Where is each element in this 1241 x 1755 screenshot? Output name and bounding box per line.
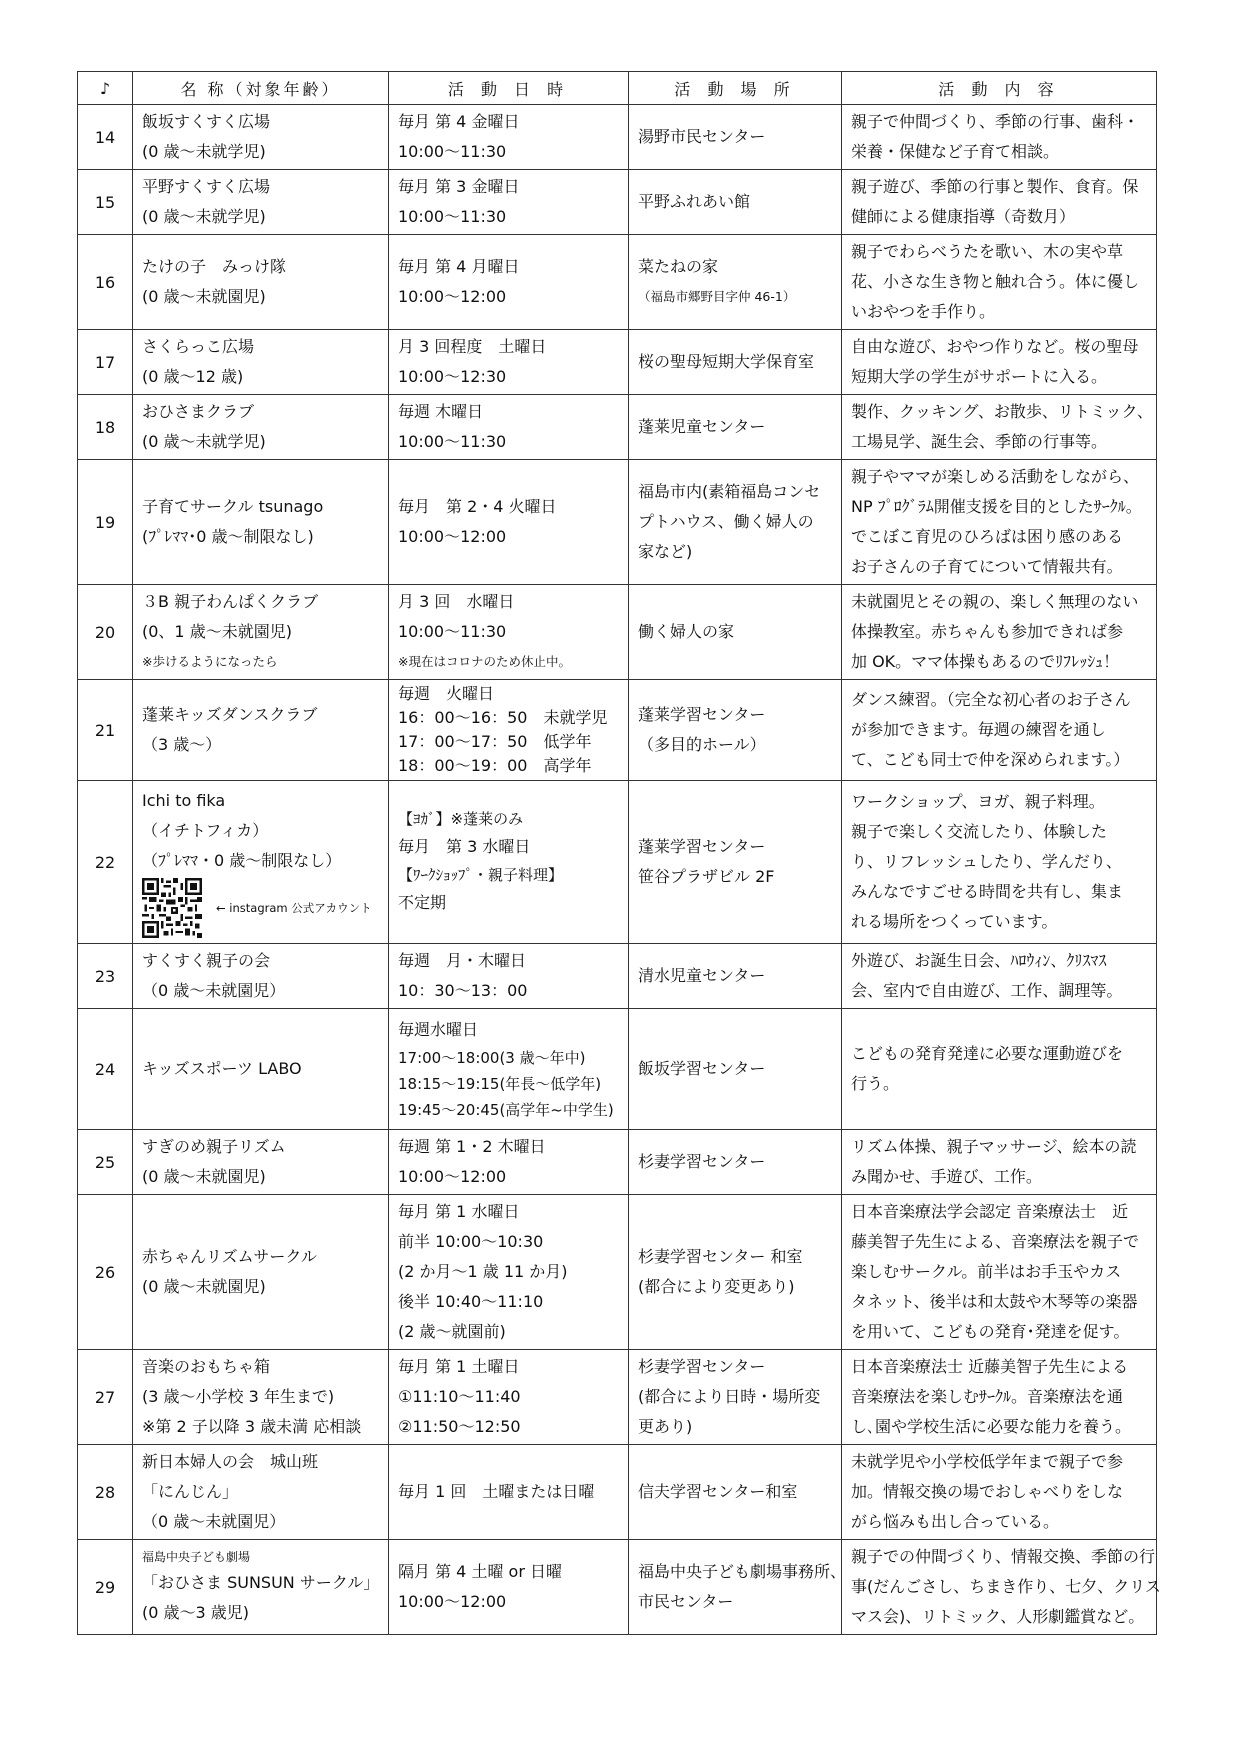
place-cell: 福島中央子ども劇場事務所、 市民センター [629, 1540, 842, 1635]
row-number: 28 [78, 1445, 133, 1540]
table-row [78, 680, 1157, 781]
content-cell: 外遊び、お誕生日会、ﾊﾛｳｨﾝ、ｸﾘｽﾏｽ 会、室内で自由遊び、工作、調理等。 [842, 944, 1157, 1009]
datetime-cell: 隔月 第 4 土曜 or 日曜 10:00～12:00 [389, 1540, 629, 1635]
name-cell: すくすく親子の会 （0 歳～未就園児） [133, 944, 389, 1009]
datetime-cell: 月 3 回 水曜日 10:00～11:30 ※現在はコロナのため休止中。 [389, 585, 629, 680]
place-cell: 蓬莱学習センター 笹谷プラザビル 2F [629, 781, 842, 944]
content-cell: 日本音楽療法士 近藤美智子先生による 音楽療法を楽しむｻｰｸﾙ。音楽療法を通 し､園や学校生活に必要な能力を養う。 [842, 1350, 1157, 1445]
table-row [78, 330, 1157, 395]
datetime-cell: 【ﾖｶﾞ】※蓬莱のみ 毎月 第 3 水曜日 【ﾜｰｸｼｮｯﾌﾟ・親子料理】 不定期 [389, 781, 629, 944]
circle-table [77, 71, 1161, 1635]
datetime-cell: 毎週 火曜日 16：00～16：50 未就学児 17：00～17：50 低学年 18：00～19：00 高学年 [389, 680, 629, 781]
name-cell: 赤ちゃんリズムサークル (0 歳～未就園児) [133, 1195, 389, 1350]
header-number: ♪ [78, 72, 133, 105]
row-number: 18 [78, 395, 133, 460]
table-row [78, 460, 1157, 585]
content-cell: 親子で仲間づくり、季節の行事、歯科・ 栄養・保健など子育て相談。 [842, 105, 1157, 170]
content-cell: 未就学児や小学校低学年まで親子で参 加。情報交換の場でおしゃべりをしな がら悩みも出し合っている。 [842, 1445, 1157, 1540]
datetime-cell: 毎月 第 4 金曜日 10:00～11:30 [389, 105, 629, 170]
content-cell: ワークショップ、ヨガ、親子料理。 親子で楽しく交流したり、体験した り、リフレッシュしたり、学んだり、 みんなですごせる時間を共有し、集ま れる場所をつくっています。 [842, 781, 1157, 944]
datetime-cell: 毎週 月・木曜日 10：30～13：00 [389, 944, 629, 1009]
name-cell: たけの子 みっけ隊 (0 歳～未就園児) [133, 235, 389, 330]
place-cell: 福島市内(素箱福島コンセ プトハウス、働く婦人の 家など) [629, 460, 842, 585]
row-number: 22 [78, 781, 133, 944]
table-row [78, 1130, 1157, 1195]
table-row [78, 1195, 1157, 1350]
row-number: 29 [78, 1540, 133, 1635]
table-row [78, 1350, 1157, 1445]
name-cell: ３B 親子わんぱくクラブ (0、1 歳～未就園児) ※歩けるようになったら [133, 585, 389, 680]
place-cell: 蓬莱児童センター [629, 395, 842, 460]
name-cell: 新日本婦人の会 城山班 「にんじん」 （0 歳～未就園児） [133, 1445, 389, 1540]
instagram-qr-code-icon[interactable] [142, 878, 202, 938]
datetime-cell: 毎月 第 4 月曜日 10:00～12:00 [389, 235, 629, 330]
name-cell: 蓬莱キッズダンスクラブ （3 歳～） [133, 680, 389, 781]
name-cell: Ichi to fika （イチトフィカ） （ﾌﾟﾚﾏﾏ・0 歳～制限なし） ← instagram 公式アカウント [133, 781, 389, 944]
header-name: 名 称（対象年齢） [133, 72, 389, 105]
place-cell: 清水児童センター [629, 944, 842, 1009]
datetime-cell: 毎月 第 3 金曜日 10:00～11:30 [389, 170, 629, 235]
header-content: 活 動 内 容 [842, 72, 1157, 105]
content-cell: 未就園児とその親の、楽しく無理のない 体操教室。赤ちゃんも参加できれば参 加 OK。ママ体操もあるのでﾘﾌﾚｯｼｭ！ [842, 585, 1157, 680]
header-place: 活 動 場 所 [629, 72, 842, 105]
row-number: 26 [78, 1195, 133, 1350]
name-cell: 平野すくすく広場 (0 歳～未就学児) [133, 170, 389, 235]
header-datetime: 活 動 日 時 [389, 72, 629, 105]
datetime-cell: 毎週水曜日 17:00～18:00(3 歳～年中) 18:15～19:15(年長～低学年) 19:45～20:45(高学年~中学生) [389, 1009, 629, 1130]
place-cell: 飯坂学習センター [629, 1009, 842, 1130]
name-cell: さくらっこ広場 (0 歳～12 歳) [133, 330, 389, 395]
table-row [78, 944, 1157, 1009]
name-cell: すぎのめ親子リズム (0 歳～未就園児) [133, 1130, 389, 1195]
row-number: 17 [78, 330, 133, 395]
instagram-qr-block [142, 878, 379, 938]
name-cell: キッズスポーツ LABO [133, 1009, 389, 1130]
place-cell: 菜たねの家 （福島市郷野目字仲 46-1） [629, 235, 842, 330]
row-number: 27 [78, 1350, 133, 1445]
place-cell: 働く婦人の家 [629, 585, 842, 680]
name-cell: 福島中央子ども劇場 「おひさま SUNSUN サークル」 (0 歳～3 歳児) [133, 1540, 389, 1635]
content-cell: ダンス練習。（完全な初心者のお子さん が参加できます。毎週の練習を通し て、こども同士で仲を深められます。） [842, 680, 1157, 781]
place-cell: 平野ふれあい館 [629, 170, 842, 235]
datetime-cell: 毎月 第 1 水曜日 前半 10:00～10:30 (2 か月～1 歳 11 か月) 後半 10:40～11:10 (2 歳～就園前) [389, 1195, 629, 1350]
table-row [78, 395, 1157, 460]
table-row [78, 1540, 1157, 1635]
content-cell: 親子遊び、季節の行事と製作、食育。保 健師による健康指導（奇数月） [842, 170, 1157, 235]
place-cell: 杉妻学習センター [629, 1130, 842, 1195]
place-cell: 杉妻学習センター 和室 (都合により変更あり) [629, 1195, 842, 1350]
datetime-cell: 毎月 第 2・4 火曜日 10:00～12:00 [389, 460, 629, 585]
content-cell: リズム体操、親子マッサージ、絵本の読 み聞かせ、手遊び、工作。 [842, 1130, 1157, 1195]
place-cell: 湯野市民センター [629, 105, 842, 170]
row-number: 25 [78, 1130, 133, 1195]
table-row [78, 170, 1157, 235]
table-row [78, 105, 1157, 170]
name-cell: 飯坂すくすく広場 (0 歳～未就学児) [133, 105, 389, 170]
place-cell: 杉妻学習センター (都合により日時・場所変 更あり) [629, 1350, 842, 1445]
place-cell: 桜の聖母短期大学保育室 [629, 330, 842, 395]
table-row [78, 585, 1157, 680]
table-row [78, 781, 1157, 944]
datetime-cell: 毎月 1 回 土曜または日曜 [389, 1445, 629, 1540]
content-cell: 自由な遊び、おやつ作りなど。桜の聖母 短期大学の学生がサポートに入る。 [842, 330, 1157, 395]
content-cell: 親子での仲間づくり、情報交換、季節の行 事(だんごさし、ちまき作り、七夕、クリス マス会)、リトミック、人形劇鑑賞など。 [842, 1540, 1157, 1635]
content-cell: 親子やママが楽しめる活動をしながら、 NP ﾌﾟﾛｸﾞﾗﾑ開催支援を目的としたｻｰｸﾙ。 でこぼこ育児のひろばは困り感のある お子さんの子育てについて情報共有。 [842, 460, 1157, 585]
row-number: 24 [78, 1009, 133, 1130]
name-cell: おひさまクラブ (0 歳～未就学児) [133, 395, 389, 460]
table-header-row [78, 72, 1157, 105]
table-row [78, 1009, 1157, 1130]
row-number: 16 [78, 235, 133, 330]
content-cell: 日本音楽療法学会認定 音楽療法士 近 藤美智子先生による、音楽療法を親子で 楽しむサークル。前半はお手玉やカス タネット、後半は和太鼓や木琴等の楽器 を用いて、こどもの発育･発達を促す。 [842, 1195, 1157, 1350]
row-number: 19 [78, 460, 133, 585]
name-cell: 子育てサークル tsunago (ﾌﾟﾚﾏﾏ･0 歳～制限なし) [133, 460, 389, 585]
datetime-cell: 毎月 第 1 土曜日 ①11:10～11:40 ②11:50～12:50 [389, 1350, 629, 1445]
table-row [78, 1445, 1157, 1540]
content-cell: こどもの発育発達に必要な運動遊びを 行う。 [842, 1009, 1157, 1130]
datetime-cell: 毎週 木曜日 10:00～11:30 [389, 395, 629, 460]
row-number: 21 [78, 680, 133, 781]
place-cell: 蓬莱学習センター （多目的ホール） [629, 680, 842, 781]
content-cell: 製作、クッキング、お散歩、リトミック、 工場見学、誕生会、季節の行事等。 [842, 395, 1157, 460]
table-row [78, 235, 1157, 330]
datetime-cell: 毎週 第 1・2 木曜日 10:00～12:00 [389, 1130, 629, 1195]
row-number: 14 [78, 105, 133, 170]
datetime-cell: 月 3 回程度 土曜日 10:00～12:30 [389, 330, 629, 395]
row-number: 15 [78, 170, 133, 235]
row-number: 20 [78, 585, 133, 680]
name-cell: 音楽のおもちゃ箱 (3 歳～小学校 3 年生まで) ※第 2 子以降 3 歳未満 応相談 [133, 1350, 389, 1445]
instagram-account-note: ← instagram 公式アカウント [216, 901, 372, 915]
row-number: 23 [78, 944, 133, 1009]
place-cell: 信夫学習センター和室 [629, 1445, 842, 1540]
content-cell: 親子でわらべうたを歌い、木の実や草 花、小さな生き物と触れ合う。体に優し いおやつを手作り。 [842, 235, 1157, 330]
